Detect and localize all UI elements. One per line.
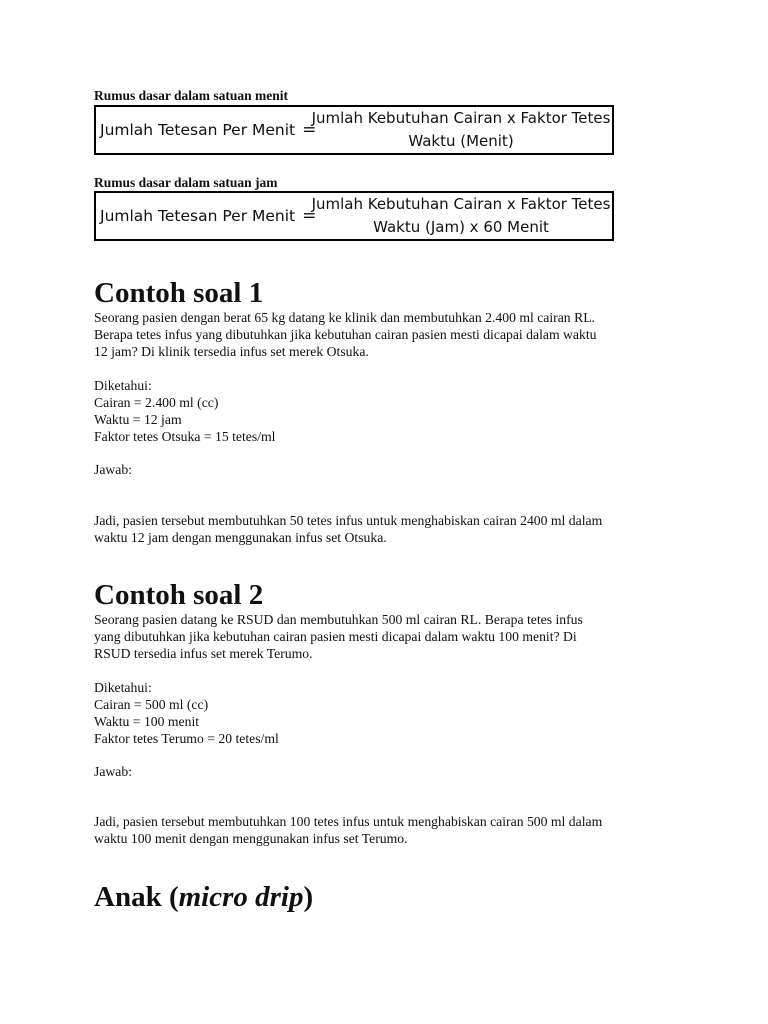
- example-1-known-heading: Diketahui:: [94, 378, 152, 393]
- formula-minute-equals: =: [302, 120, 317, 140]
- formula-minute-fraction: [311, 109, 611, 150]
- example-2-title: Contoh soal 2: [94, 579, 264, 611]
- child-heading-prefix: Anak (: [94, 881, 179, 913]
- example-2-known-item: Faktor tetes Terumo = 20 tetes/ml: [94, 731, 279, 746]
- example-1-known-item: Waktu = 12 jam: [94, 412, 182, 427]
- formula-minute-box: [94, 105, 614, 155]
- example-2-known-item: Cairan = 500 ml (cc): [94, 697, 209, 712]
- example-2-conclusion-line: waktu 100 menit dengan menggunakan infus set Terumo.: [94, 831, 408, 846]
- example-2-question-line: RSUD tersedia infus set merek Terumo.: [94, 646, 313, 661]
- example-1-known-item: Faktor tetes Otsuka = 15 tetes/ml: [94, 429, 276, 444]
- formula-hour-fraction: [311, 195, 611, 236]
- example-1-known-item: Cairan = 2.400 ml (cc): [94, 395, 219, 410]
- formula-minute-numerator: Jumlah Kebutuhan Cairan x Faktor Tetes: [311, 109, 611, 127]
- formula-minute-lhs-text: Jumlah Tetesan Per Menit: [100, 121, 296, 139]
- formula-minute-denominator: Waktu (Menit): [408, 132, 514, 150]
- example-1-question-line: 12 jam? Di klinik tersedia infus set merek Otsuka.: [94, 344, 369, 359]
- formula-hour-denominator: Waktu (Jam) x 60 Menit: [373, 218, 549, 236]
- formula-hour-label: Rumus dasar dalam satuan jam: [94, 175, 278, 190]
- example-2-answer-label: Jawab:: [94, 764, 133, 779]
- formula-hour-equals: =: [302, 206, 317, 226]
- example-1-conclusion-line: Jadi, pasien tersebut membutuhkan 50 tetes infus untuk menghabiskan cairan 2400 ml dalam: [94, 513, 603, 528]
- child-micro-drip-heading: [94, 881, 313, 913]
- formula-minute-lhs: [100, 107, 316, 153]
- formula-hour-lhs-text: Jumlah Tetesan Per Menit: [100, 207, 296, 225]
- formula-hour-numerator: Jumlah Kebutuhan Cairan x Faktor Tetes: [311, 195, 611, 213]
- example-2-known: [94, 679, 684, 747]
- example-1-question-line: Berapa tetes infus yang dibutuhkan jika kebutuhan cairan pasien mesti dicapai dalam waktu: [94, 327, 597, 342]
- example-1-known: [94, 377, 684, 445]
- example-2-known-item: Waktu = 100 menit: [94, 714, 200, 729]
- example-1-title: Contoh soal 1: [94, 277, 264, 309]
- example-1-conclusion: [94, 512, 684, 546]
- child-heading-suffix: ): [303, 881, 314, 913]
- example-2-question-line: Seorang pasien datang ke RSUD dan membutuhkan 500 ml cairan RL. Berapa tetes infus: [94, 612, 583, 627]
- example-1-conclusion-line: waktu 12 jam dengan menggunakan infus set Otsuka.: [94, 530, 387, 545]
- example-2-question-line: yang dibutuhkan jika kebutuhan cairan pasien mesti dicapai dalam waktu 100 menit? Di: [94, 629, 577, 644]
- example-1-question-line: Seorang pasien dengan berat 65 kg datang ke klinik dan membutuhkan 2.400 ml cairan RL.: [94, 310, 595, 325]
- formula-minute-label: Rumus dasar dalam satuan menit: [94, 88, 289, 103]
- formula-hour-box: [94, 191, 614, 241]
- example-2-conclusion: [94, 813, 684, 847]
- formula-hour-lhs: [100, 193, 316, 239]
- example-1-question: [94, 309, 684, 360]
- example-2-known-heading: Diketahui:: [94, 680, 152, 695]
- example-1-answer-label: Jawab:: [94, 462, 133, 477]
- example-2-conclusion-line: Jadi, pasien tersebut membutuhkan 100 tetes infus untuk menghabiskan cairan 500 ml dalam: [94, 814, 603, 829]
- child-heading-italic: micro drip: [178, 881, 304, 913]
- example-2-question: [94, 611, 684, 662]
